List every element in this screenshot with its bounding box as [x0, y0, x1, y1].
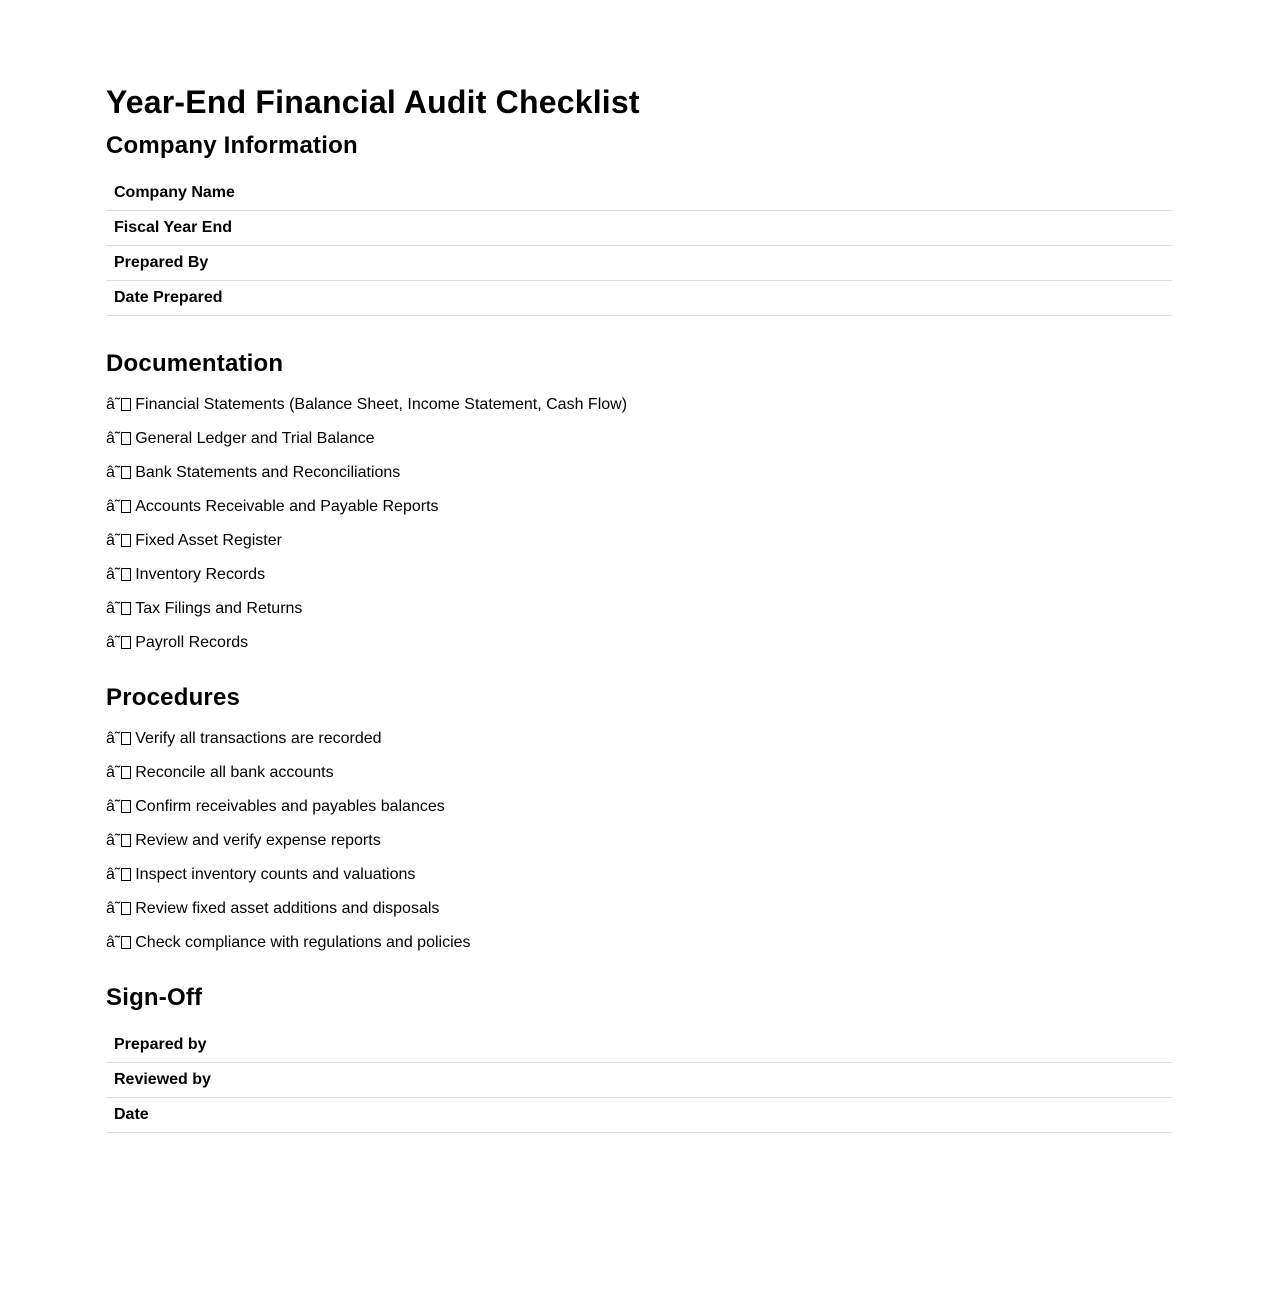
checkbox-glyph-text: â˜	[106, 798, 121, 815]
signoff-section	[106, 982, 1172, 1133]
checkbox-icon	[121, 636, 131, 649]
checkbox-icon	[121, 602, 131, 615]
date-label: Date	[106, 1098, 1172, 1133]
checkbox-glyph-text: â˜	[106, 600, 121, 617]
list-item-label: Bank Statements and Reconciliations	[135, 464, 401, 481]
list-item	[106, 790, 1172, 824]
checkbox-glyph-text: â˜	[106, 900, 121, 917]
list-item-label: Inspect inventory counts and valuations	[135, 866, 416, 883]
checkbox-glyph-text: â˜	[106, 396, 121, 413]
checkbox-icon	[121, 800, 131, 813]
table-row	[106, 211, 1172, 246]
list-item	[106, 558, 1172, 592]
list-item	[106, 422, 1172, 456]
checkbox-icon	[121, 534, 131, 547]
list-item-label: Check compliance with regulations and policies	[135, 934, 471, 951]
signoff-table	[106, 1028, 1172, 1133]
fiscal-year-end-label: Fiscal Year End	[106, 211, 1172, 246]
procedures-heading: Procedures	[106, 684, 241, 711]
date-prepared-label: Date Prepared	[106, 281, 1172, 316]
table-row	[106, 176, 1172, 211]
documentation-list	[106, 388, 1172, 660]
company-name-label: Company Name	[106, 176, 1172, 211]
list-item-label: General Ledger and Trial Balance	[135, 430, 375, 447]
list-item	[106, 456, 1172, 490]
list-item-label: Financial Statements (Balance Sheet, Income Statement, Cash Flow)	[135, 396, 628, 413]
prepared-by-signoff-label: Prepared by	[106, 1028, 1172, 1063]
list-item	[106, 722, 1172, 756]
signoff-heading: Sign-Off	[106, 984, 203, 1011]
page-title: Year-End Financial Audit Checklist	[106, 84, 640, 120]
list-item	[106, 858, 1172, 892]
list-item-label: Tax Filings and Returns	[135, 600, 303, 617]
list-item-label: Inventory Records	[135, 566, 266, 583]
procedures-section	[106, 682, 1172, 960]
documentation-section	[106, 348, 1172, 660]
list-item-label: Confirm receivables and payables balances	[135, 798, 445, 815]
checkbox-icon	[121, 936, 131, 949]
prepared-by-label: Prepared By	[106, 246, 1172, 281]
checkbox-glyph-text: â˜	[106, 464, 121, 481]
list-item	[106, 756, 1172, 790]
list-item-label: Reconcile all bank accounts	[135, 764, 334, 781]
checkbox-icon	[121, 432, 131, 445]
checkbox-icon	[121, 766, 131, 779]
checkbox-icon	[121, 466, 131, 479]
documentation-heading: Documentation	[106, 350, 284, 377]
table-row	[106, 246, 1172, 281]
list-item	[106, 926, 1172, 960]
list-item-label: Fixed Asset Register	[135, 532, 282, 549]
checkbox-glyph-text: â˜	[106, 532, 121, 549]
checkbox-glyph-text: â˜	[106, 566, 121, 583]
checkbox-glyph-text: â˜	[106, 730, 121, 747]
checkbox-glyph-text: â˜	[106, 832, 121, 849]
reviewed-by-label: Reviewed by	[106, 1063, 1172, 1098]
list-item	[106, 524, 1172, 558]
procedures-list	[106, 722, 1172, 960]
table-row	[106, 1063, 1172, 1098]
checkbox-icon	[121, 834, 131, 847]
list-item	[106, 388, 1172, 422]
checkbox-icon	[121, 568, 131, 581]
checkbox-glyph-text: â˜	[106, 866, 121, 883]
checkbox-glyph-text: â˜	[106, 498, 121, 515]
table-row	[106, 1098, 1172, 1133]
list-item	[106, 892, 1172, 926]
checkbox-icon	[121, 868, 131, 881]
list-item	[106, 592, 1172, 626]
checkbox-glyph-text: â˜	[106, 430, 121, 447]
list-item	[106, 626, 1172, 660]
table-row	[106, 281, 1172, 316]
list-item-label: Verify all transactions are recorded	[135, 730, 382, 747]
list-item-label: Accounts Receivable and Payable Reports	[135, 498, 439, 515]
checkbox-glyph-text: â˜	[106, 634, 121, 651]
checkbox-icon	[121, 398, 131, 411]
list-item	[106, 490, 1172, 524]
table-row	[106, 1028, 1172, 1063]
list-item-label: Payroll Records	[135, 634, 249, 651]
list-item-label: Review and verify expense reports	[135, 832, 381, 849]
checklist-page	[106, 0, 1172, 1133]
checkbox-icon	[121, 902, 131, 915]
checkbox-icon	[121, 500, 131, 513]
list-item-label: Review fixed asset additions and disposals	[135, 900, 440, 917]
checkbox-icon	[121, 732, 131, 745]
checkbox-glyph-text: â˜	[106, 764, 121, 781]
company-information-heading: Company Information	[106, 132, 358, 159]
checkbox-glyph-text: â˜	[106, 934, 121, 951]
list-item	[106, 824, 1172, 858]
company-information-table	[106, 176, 1172, 316]
